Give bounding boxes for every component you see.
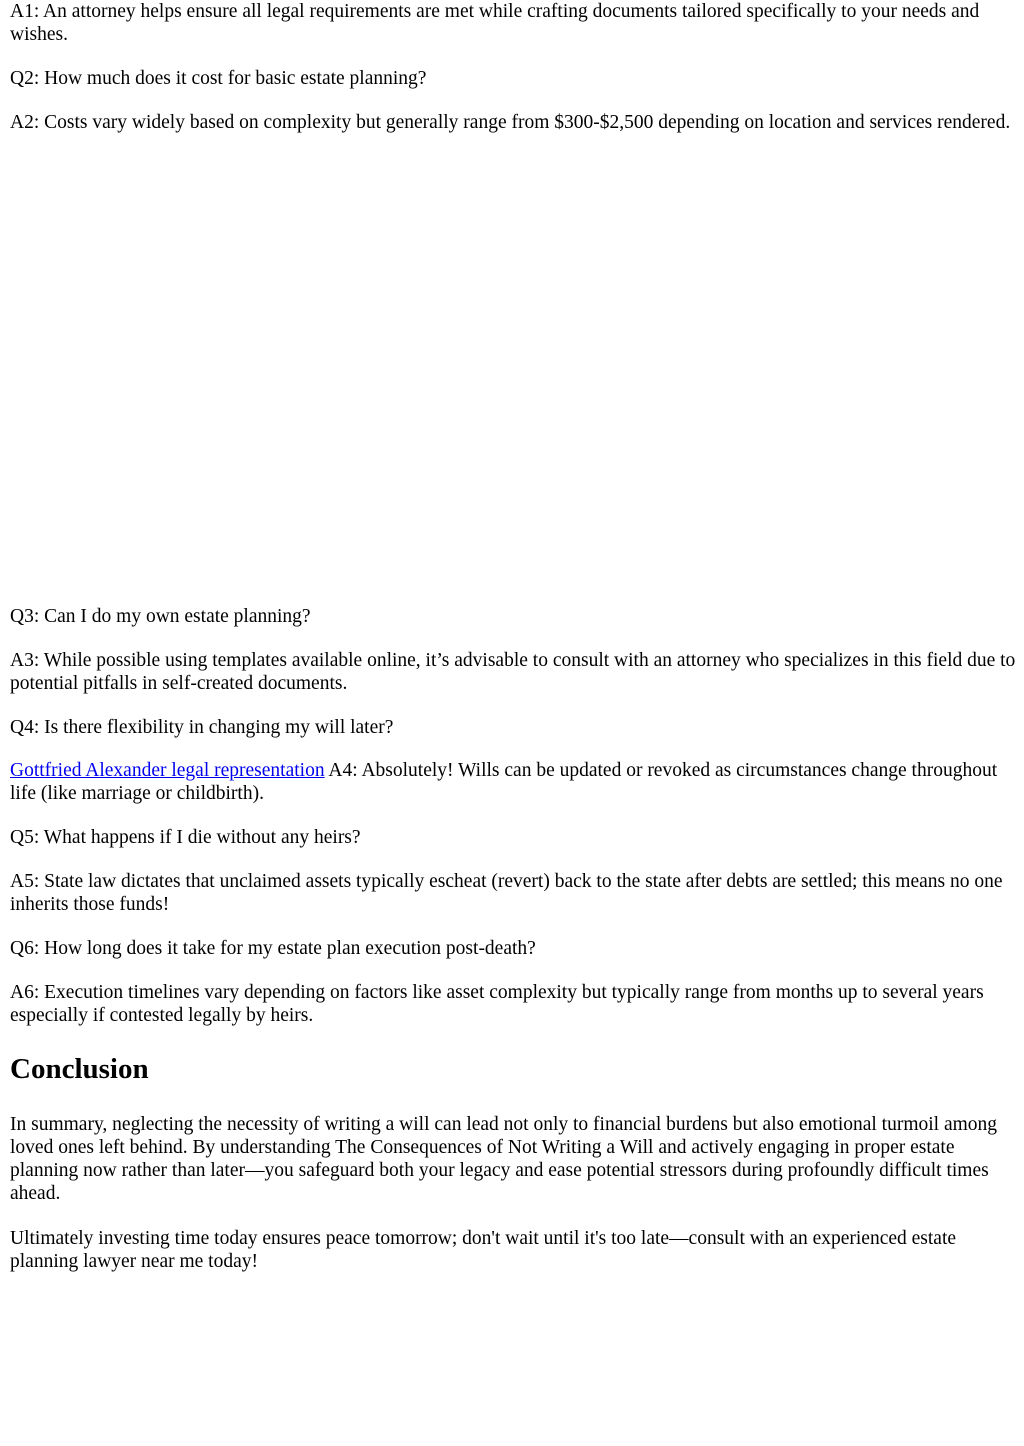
- answer-4: A4: Absolutely! Wills can be updated or revoked as circumstances change throughout life (like marriage or childbirth).: [10, 760, 998, 804]
- answer-5: A5: State law dictates that unclaimed assets typically escheat (revert) back to the state after debts are settled; this means no one inherits those funds!: [10, 871, 1003, 915]
- question-2: Q2: How much does it cost for basic estate planning?: [10, 68, 427, 89]
- question-6: Q6: How long does it take for my estate plan execution post-death?: [10, 938, 536, 959]
- answer-1: A1: An attorney helps ensure all legal requirements are met while crafting documents tailored specifically to your needs and wishes.: [10, 1, 980, 45]
- answer-4-paragraph: [10, 759, 1016, 805]
- conclusion-paragraph-2: Ultimately investing time today ensures peace tomorrow; don't wait until it's too late—consult with an experienced estate planning lawyer near me today!: [10, 1228, 957, 1272]
- answer-2: A2: Costs vary widely based on complexity but generally range from $300-$2,500 depending on location and services rendered.: [10, 112, 1011, 133]
- conclusion-paragraph-1: In summary, neglecting the necessity of writing a will can lead not only to financial burdens but also emotional turmoil among loved ones left behind. By understanding The Consequences of Not Writing a Will and actively engaging in proper estate planning now rather than later—you safeguard both your legacy and ease potential stressors during profoundly difficult times ahead.: [10, 1114, 998, 1204]
- question-5: Q5: What happens if I die without any heirs?: [10, 827, 361, 848]
- answer-3: A3: While possible using templates available online, it’s advisable to consult with an attorney who specializes in this field due to potential pitfalls in self-created documents.: [10, 650, 1016, 694]
- answer-6: A6: Execution timelines vary depending on factors like asset complexity but typically range from months up to several years especially if contested legally by heirs.: [10, 982, 984, 1026]
- blank-embed-area: [10, 170, 1016, 590]
- question-4: Q4: Is there flexibility in changing my will later?: [10, 717, 394, 738]
- gottfried-alexander-link[interactable]: Gottfried Alexander legal representation: [10, 760, 325, 781]
- question-3: Q3: Can I do my own estate planning?: [10, 606, 311, 627]
- conclusion-heading: Conclusion: [10, 1053, 149, 1085]
